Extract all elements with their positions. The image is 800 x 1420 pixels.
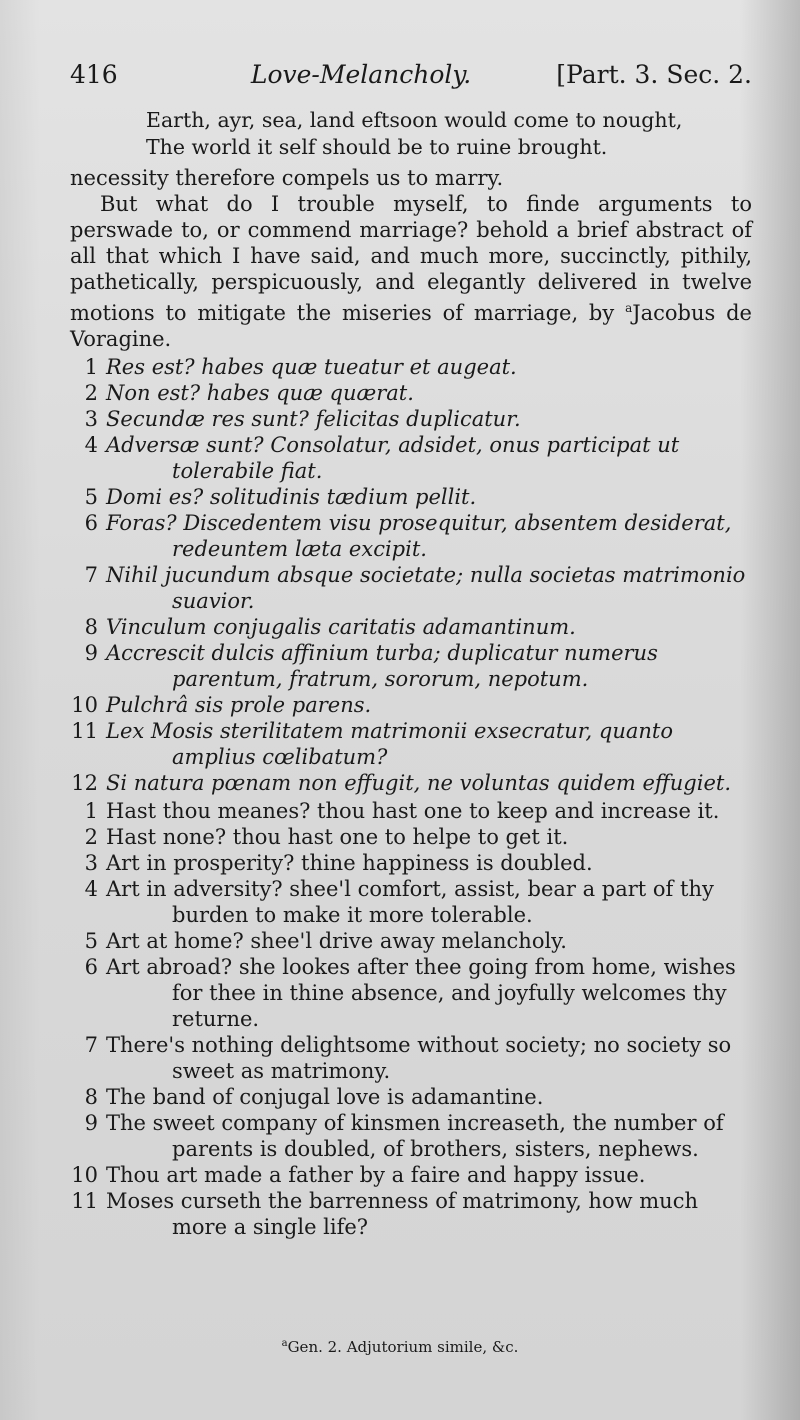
english-motions-list [70, 798, 752, 1240]
item-number: 3 [84, 407, 98, 431]
latin-motion-item [70, 484, 752, 510]
item-number: 11 [71, 1189, 98, 1213]
english-motion-item [70, 1188, 752, 1240]
footnote-reference: a [625, 301, 633, 315]
item-text: Art in adversity? shee'l comfort, assist, bear a part of thy burden to make it more tolerable. [106, 877, 714, 927]
item-number: 2 [84, 381, 98, 405]
footnote-text: Gen. 2. Adjutorium simile, &c. [287, 1338, 519, 1356]
verse-quote [70, 107, 752, 161]
item-number: 1 [84, 799, 98, 823]
verse-line: The world it self should be to ruine brought. [146, 135, 608, 159]
latin-motions-list [70, 354, 752, 796]
item-number: 4 [84, 877, 98, 901]
english-motion-item [70, 1162, 752, 1188]
latin-motion-item [70, 406, 752, 432]
item-number: 3 [84, 851, 98, 875]
item-text: Hast thou meanes? thou hast one to keep and increase it. [106, 799, 720, 823]
latin-motion-item [70, 562, 752, 614]
latin-motion-item [70, 692, 752, 718]
verse-line: Earth, ayr, sea, land eftsoon would come to nought, [146, 108, 683, 132]
english-motion-item [70, 954, 752, 1032]
latin-motion-item [70, 510, 752, 562]
item-text: Secundæ res sunt? felicitas duplicatur. [106, 407, 521, 431]
item-text: The sweet company of kinsmen increaseth, the number of parents is doubled, of brothers, sisters, nephews. [106, 1111, 724, 1161]
item-number: 8 [84, 1085, 98, 1109]
latin-motion-item [70, 380, 752, 406]
item-number: 6 [84, 955, 98, 979]
item-text: Art at home? shee'l drive away melancholy. [106, 929, 567, 953]
item-number: 4 [84, 433, 98, 457]
item-number: 11 [71, 719, 98, 743]
item-text: Accrescit dulcis affinium turba; duplicatur numerus parentum, fratrum, sororum, nepotum. [106, 641, 658, 691]
english-motion-item [70, 1032, 752, 1084]
item-text: Lex Mosis sterilitatem matrimonii exsecratur, quanto amplius cœlibatum? [106, 719, 673, 769]
item-text: Vinculum conjugalis caritatis adamantinum. [106, 615, 576, 639]
latin-motion-item [70, 354, 752, 380]
running-title: Love-Melancholy. [250, 60, 472, 89]
english-motion-item [70, 798, 752, 824]
latin-motion-item [70, 432, 752, 484]
item-text: Thou art made a father by a faire and happy issue. [106, 1163, 646, 1187]
item-number: 9 [84, 1111, 98, 1135]
item-text: Adversæ sunt? Consolatur, adsidet, onus participat ut tolerabile fiat. [106, 433, 680, 483]
item-text: Nihil jucundum absque societate; nulla societas matrimonio suavior. [106, 563, 746, 613]
item-number: 9 [84, 641, 98, 665]
english-motion-item [70, 824, 752, 850]
english-motion-item [70, 850, 752, 876]
item-text: Foras? Discedentem visu prosequitur, absentem desiderat, redeuntem læta excipit. [106, 511, 732, 561]
item-number: 5 [84, 929, 98, 953]
item-number: 7 [84, 1033, 98, 1057]
footnote-mark: a [281, 1338, 288, 1349]
paragraph-continuation: necessity therefore compels us to marry. [70, 166, 504, 190]
item-text: Moses curseth the barrenness of matrimony, how much more a single life? [106, 1189, 698, 1239]
body-text [70, 165, 752, 352]
item-text: The band of conjugal love is adamantine. [106, 1085, 544, 1109]
item-text: There's nothing delightsome without society; no society so sweet as matrimony. [106, 1033, 732, 1083]
item-text: Domi es? solitudinis tædium pellit. [106, 485, 477, 509]
item-number: 6 [84, 511, 98, 535]
paragraph-text: But what do I trouble myself, to finde arguments to perswade to, or commend marriage? behold a brief abstract of all that which I have said, and much more, succinctly, pithily, pathetically, perspicuously, and elegantly delivered in twelve motions to mitigate the miseries of marriage, by [70, 192, 752, 325]
item-number: 2 [84, 825, 98, 849]
page-number: 416 [70, 60, 118, 89]
item-number: 10 [71, 693, 98, 717]
running-head [70, 60, 752, 89]
latin-motion-item [70, 770, 752, 796]
latin-motion-item [70, 718, 752, 770]
item-number: 12 [71, 771, 98, 795]
item-text: Art abroad? she lookes after thee going from home, wishes for thee in thine absence, and joyfully welcomes thy returne. [106, 955, 736, 1031]
footnote [0, 1338, 800, 1356]
item-text: Res est? habes quæ tueatur et augeat. [106, 355, 517, 379]
latin-motion-item [70, 614, 752, 640]
paragraph [70, 191, 752, 352]
item-number: 8 [84, 615, 98, 639]
item-number: 1 [84, 355, 98, 379]
english-motion-item [70, 928, 752, 954]
item-text: Non est? habes quæ quærat. [106, 381, 414, 405]
english-motion-item [70, 876, 752, 928]
item-text: Pulchrâ sis prole parens. [106, 693, 372, 717]
part-section: [Part. 3. Sec. 2. [556, 60, 752, 89]
item-number: 5 [84, 485, 98, 509]
item-text: Si natura pœnam non effugit, ne voluntas quidem effugiet. [106, 771, 731, 795]
english-motion-item [70, 1110, 752, 1162]
latin-motion-item [70, 640, 752, 692]
item-text: Art in prosperity? thine happiness is doubled. [106, 851, 593, 875]
item-number: 7 [84, 563, 98, 587]
item-text: Hast none? thou hast one to helpe to get it. [106, 825, 569, 849]
english-motion-item [70, 1084, 752, 1110]
paragraph-text-end: Jacobus de Voragine. [70, 301, 752, 351]
item-number: 10 [71, 1163, 98, 1187]
